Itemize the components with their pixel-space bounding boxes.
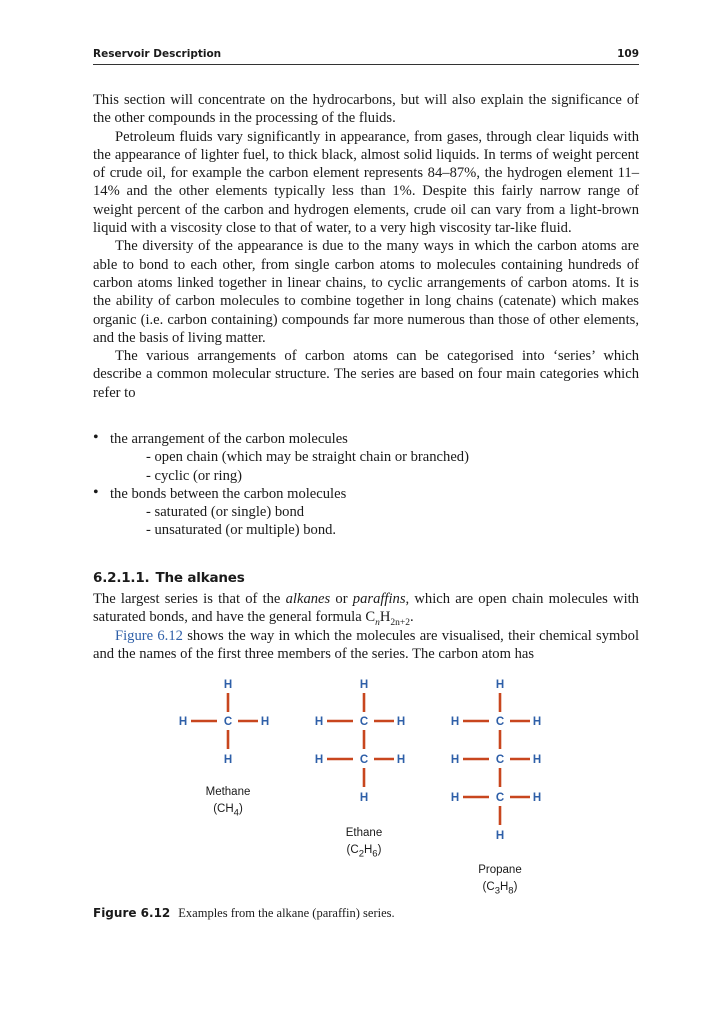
formula-part: )	[238, 803, 243, 815]
hydrogen-atom: H	[450, 754, 460, 766]
hydrogen-atom: H	[396, 716, 406, 728]
molecule-formula	[168, 801, 288, 818]
hydrogen-atom: H	[359, 679, 369, 691]
molecule-name: Propane	[478, 864, 522, 876]
caption-text: Examples from the alkane (paraffin) series.	[178, 906, 395, 920]
hydrogen-atom: H	[396, 754, 406, 766]
sub-item: - open chain (which may be straight chain or branched)	[146, 449, 469, 466]
hydrogen-atom: H	[314, 716, 324, 728]
hydrogen-atom: H	[495, 830, 505, 842]
paragraph: This section will concentrate on the hydrocarbons, but will also explain the significance of the other compounds in the processing of the fluids.	[93, 92, 639, 127]
hydrogen-atom: H	[450, 792, 460, 804]
hydrogen-atom: H	[314, 754, 324, 766]
molecule-formula	[304, 842, 424, 859]
carbon-atom: C	[359, 716, 369, 728]
formula-h: H	[379, 609, 391, 626]
formula-sub: 8	[508, 885, 514, 897]
carbon-atom: C	[359, 754, 369, 766]
sub-item: - cyclic (or ring)	[146, 467, 243, 484]
caption-label: Figure 6.12	[93, 906, 171, 920]
formula-sub: 6	[372, 848, 378, 860]
sub-item: - unsaturated (or multiple) bond.	[146, 522, 337, 539]
molecule-label-methane	[168, 784, 288, 818]
hydrogen-atom: H	[223, 754, 233, 766]
formula-part: H	[499, 881, 509, 893]
carbon-atom: C	[495, 716, 505, 728]
hydrogen-atom: H	[178, 716, 188, 728]
hydrogen-atom: H	[532, 754, 542, 766]
hydrogen-atom: H	[495, 679, 505, 691]
formula-part: )	[513, 881, 518, 893]
term-alkanes: alkanes	[285, 591, 331, 607]
hydrogen-atom: H	[223, 679, 233, 691]
running-title: Reservoir Description	[93, 48, 222, 60]
section-title: The alkanes	[155, 570, 245, 586]
sub-item: - saturated (or single) bond	[146, 504, 305, 521]
carbon-atom: C	[495, 754, 505, 766]
formula-part: H	[363, 844, 373, 856]
hydrogen-atom: H	[359, 792, 369, 804]
formula-part: )	[377, 844, 382, 856]
text-run: .	[409, 609, 414, 626]
figure-link[interactable]: Figure 6.12	[115, 627, 183, 644]
text-run: shows the way in which the molecules are visualised, their chemical symbol and the names of the first three members of the series. The carbon atom has	[93, 627, 639, 662]
paragraph: Petroleum fluids vary significantly in appearance, from gases, through clear liquids with the appearance of lighter fuel, to thick black, almost solid liquids. In terms of weight percent of crude oil, for example the carbon element represents 84–87%, the hydrogen element 11–14% and the other elements typically less than 1%. Despite this fairly narrow range of weight percent of the carbon and hydrogen elements, crude oil can vary from a light-brown liquid with a viscosity close to that of water, to a very high viscosity tar-like fluid.	[93, 128, 639, 237]
hydrogen-atom: H	[532, 792, 542, 804]
text-run: or	[330, 591, 353, 607]
formula-part: (CH	[213, 803, 234, 815]
formula-part: (C	[346, 844, 359, 856]
formula-sub: 2	[358, 848, 364, 860]
carbon-atom: C	[223, 716, 233, 728]
formula-sub: n	[375, 618, 380, 629]
term-paraffins: paraffins	[352, 591, 406, 607]
figure-caption	[93, 906, 395, 921]
text-run: The largest series is that of the	[93, 591, 286, 607]
hydrogen-atom: H	[532, 716, 542, 728]
hydrogen-atom: H	[450, 716, 460, 728]
formula-sub: 4	[233, 807, 239, 819]
molecule-name: Ethane	[345, 827, 383, 839]
text-run: , which are open chain molecules with saturated bonds, and have the general formula C	[93, 591, 639, 626]
section-number: 6.2.1.1.	[93, 570, 150, 586]
molecule-name: Methane	[205, 786, 251, 798]
formula-part: (C	[482, 881, 495, 893]
bullet-item: • the bonds between the carbon molecules	[93, 485, 639, 503]
hydrogen-atom: H	[260, 716, 270, 728]
formula-sub: 2n+2	[390, 618, 410, 629]
bullet-item: • the arrangement of the carbon molecules	[93, 430, 639, 448]
page-number: 109	[617, 48, 639, 60]
paragraph: The various arrangements of carbon atoms can be categorised into ‘series’ which describe a common molecular structure. The series are based on four main categories which refer to	[93, 348, 639, 401]
molecule-label-ethane	[304, 825, 424, 859]
molecule-formula	[440, 879, 560, 896]
formula-sub: 3	[494, 885, 500, 897]
paragraph: The diversity of the appearance is due to the many ways in which the carbon atoms are able to bond to each other, from single carbon atoms to molecules containing hundreds of carbon atoms linked together in linear chains, to cyclic arrangements of carbon atoms. It is the ability of carbon molecules to combine together in long chains (catenate) which makes organic (i.e. carbon containing) compounds far more numerous than those of other elements, and the basis of living matter.	[93, 238, 639, 346]
molecule-label-propane	[440, 862, 560, 896]
carbon-atom: C	[495, 792, 505, 804]
